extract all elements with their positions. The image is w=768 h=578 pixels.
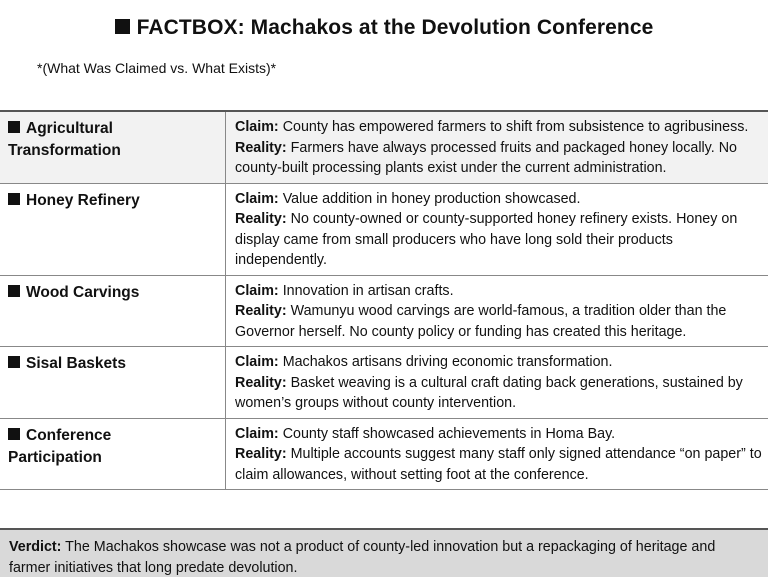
page-title <box>0 16 768 40</box>
square-bullet-icon <box>8 193 20 205</box>
reality-line <box>235 373 766 414</box>
row-label <box>0 347 226 419</box>
reality-text: No county-owned or county-supported honey refinery exists. Honey on display came from small producers who have long sold their products independently. <box>235 211 737 268</box>
row-content <box>226 418 768 490</box>
claim-text: Machakos artisans driving economic transformation. <box>283 354 613 370</box>
row-label-line1: Sisal Baskets <box>26 355 126 372</box>
row-label-line2: Participation <box>8 449 102 466</box>
claim-line <box>235 352 766 373</box>
verdict-label: Verdict: <box>9 539 61 555</box>
factbox-row-sisal-baskets <box>0 347 768 419</box>
verdict-text: The Machakos showcase was not a product of county-led innovation but a repackaging of heritage and farmer initiatives that long predate devolution. <box>9 539 715 576</box>
claim-text: Value addition in honey production showcased. <box>283 191 581 207</box>
reality-text: Farmers have always processed fruits and packaged honey locally. No county-built processing plants exist under the current administration. <box>235 140 737 177</box>
factbox-row-conference-participation <box>0 418 768 490</box>
reality-line <box>235 301 766 342</box>
row-content <box>226 183 768 275</box>
claim-text: County staff showcased achievements in Homa Bay. <box>283 426 615 442</box>
reality-line <box>235 444 766 485</box>
row-content <box>226 347 768 419</box>
claim-label: Claim: <box>235 283 279 299</box>
claim-text: County has empowered farmers to shift from subsistence to agribusiness. <box>283 119 749 135</box>
verdict-box <box>0 528 768 577</box>
factbox-row-honey-refinery <box>0 183 768 275</box>
title-text: FACTBOX: Machakos at the Devolution Conference <box>137 16 654 39</box>
square-bullet-icon <box>115 19 130 34</box>
row-label <box>0 275 226 347</box>
row-label-line1: Conference <box>26 427 111 444</box>
reality-line <box>235 138 766 179</box>
row-label-line1: Agricultural <box>26 120 113 137</box>
factbox-row-wood-carvings <box>0 275 768 347</box>
factbox-table <box>0 110 768 490</box>
reality-label: Reality: <box>235 303 287 319</box>
reality-text: Wamunyu wood carvings are world-famous, a tradition older than the Governor herself. No county policy or funding has created this heritage. <box>235 303 726 340</box>
square-bullet-icon <box>8 121 20 133</box>
row-label <box>0 111 226 183</box>
reality-label: Reality: <box>235 446 287 462</box>
claim-label: Claim: <box>235 191 279 207</box>
claim-text: Innovation in artisan crafts. <box>283 283 454 299</box>
factbox-row-agricultural-transformation <box>0 111 768 183</box>
row-label <box>0 183 226 275</box>
square-bullet-icon <box>8 285 20 297</box>
reality-label: Reality: <box>235 211 287 227</box>
claim-line <box>235 189 766 210</box>
reality-text: Basket weaving is a cultural craft dating back generations, sustained by women’s groups without county intervention. <box>235 375 743 412</box>
reality-text: Multiple accounts suggest many staff only signed attendance “on paper” to claim allowances, without setting foot at the conference. <box>235 446 762 483</box>
claim-line <box>235 117 766 138</box>
row-label-line2: Transformation <box>8 142 121 159</box>
row-content <box>226 275 768 347</box>
page-subtitle: *(What Was Claimed vs. What Exists)* <box>37 60 276 76</box>
claim-label: Claim: <box>235 426 279 442</box>
reality-label: Reality: <box>235 375 287 391</box>
claim-line <box>235 281 766 302</box>
row-label <box>0 418 226 490</box>
claim-label: Claim: <box>235 119 279 135</box>
square-bullet-icon <box>8 356 20 368</box>
row-content <box>226 111 768 183</box>
claim-label: Claim: <box>235 354 279 370</box>
row-label-line1: Wood Carvings <box>26 284 139 301</box>
square-bullet-icon <box>8 428 20 440</box>
claim-line <box>235 424 766 445</box>
reality-label: Reality: <box>235 140 287 156</box>
row-label-line1: Honey Refinery <box>26 192 140 209</box>
reality-line <box>235 209 766 271</box>
